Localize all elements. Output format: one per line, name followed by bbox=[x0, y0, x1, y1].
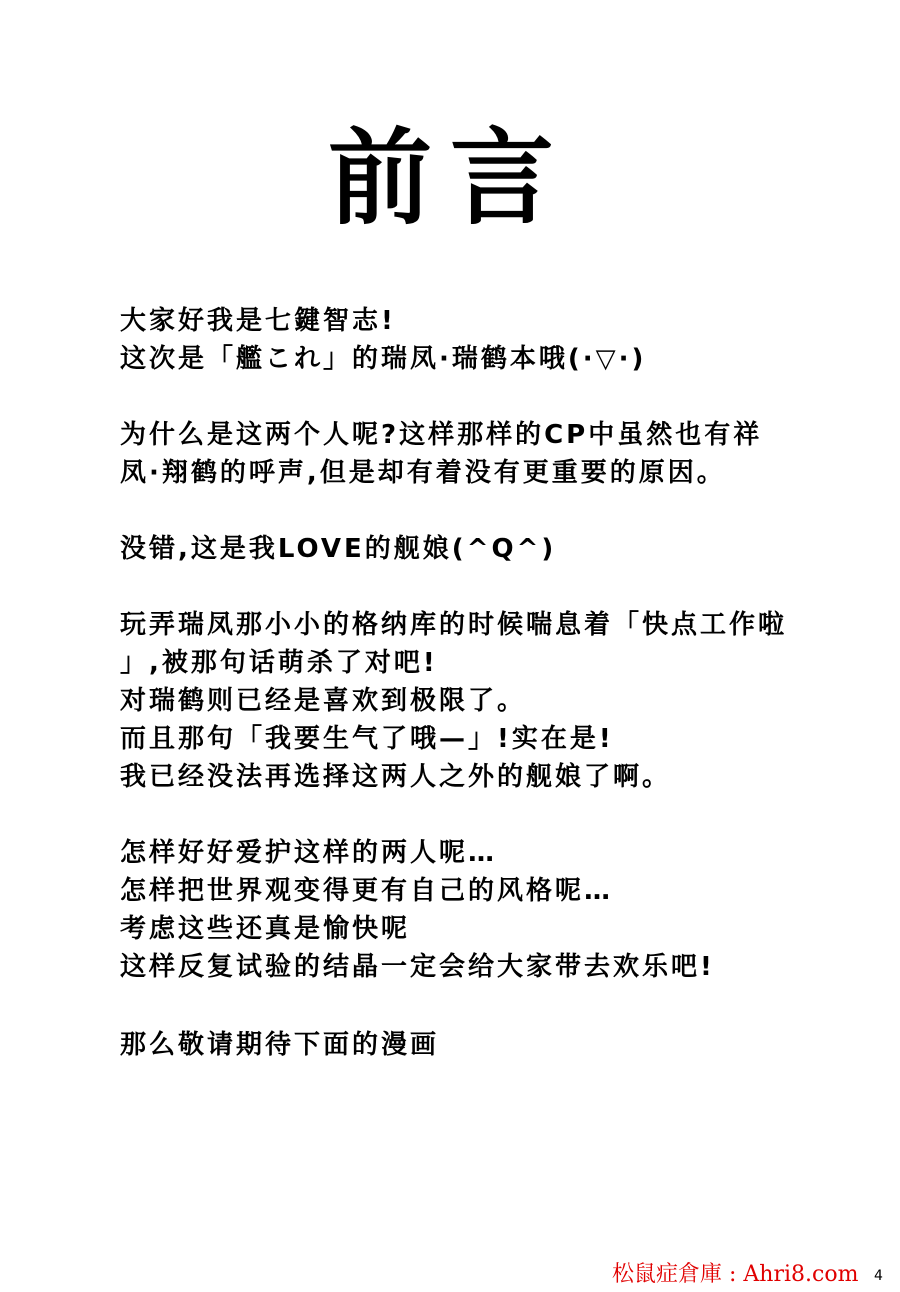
text-line-9: 而且那句「我要生气了哦—」!实在是! bbox=[120, 724, 614, 754]
text-line-4: 凤·翔鹤的呼声,但是却有着没有更重要的原因。 bbox=[120, 458, 726, 488]
text-line-14: 这样反复试验的结晶一定会给大家带去欢乐吧! bbox=[120, 952, 715, 982]
text-line-10: 我已经没法再选择这两人之外的舰娘了啊。 bbox=[120, 762, 672, 792]
text-line-11: 怎样好好爱护这样的两人呢… bbox=[120, 838, 498, 868]
text-line-6: 玩弄瑞凤那小小的格纳库的时候喘息着「快点工作啦 bbox=[120, 610, 788, 640]
text-line-13: 考虑这些还真是愉快呢 bbox=[120, 914, 411, 944]
text-line-1: 大家好我是七鍵智志! bbox=[120, 306, 396, 336]
watermark-text: 松鼠症倉庫 : Ahri8.com bbox=[612, 1262, 859, 1287]
text-line-12: 怎样把世界观变得更有自己的风格呢… bbox=[120, 876, 614, 906]
text-line-5: 没错,这是我LOVE的舰娘(^Q^) bbox=[120, 534, 557, 564]
text-line-8: 对瑞鹤则已经是喜欢到极限了。 bbox=[120, 686, 527, 716]
page-title: 前言 bbox=[327, 117, 572, 239]
text-line-3: 为什么是这两个人呢?这样那样的CP中虽然也有祥 bbox=[120, 420, 763, 450]
text-line-2: 这次是「艦これ」的瑞凤·瑞鹤本哦(·▽·) bbox=[120, 344, 647, 374]
text-line-15: 那么敬请期待下面的漫画 bbox=[120, 1030, 440, 1060]
text-line-7: 」,被那句话萌杀了对吧! bbox=[120, 648, 438, 678]
page-number: 4 bbox=[874, 1268, 883, 1284]
